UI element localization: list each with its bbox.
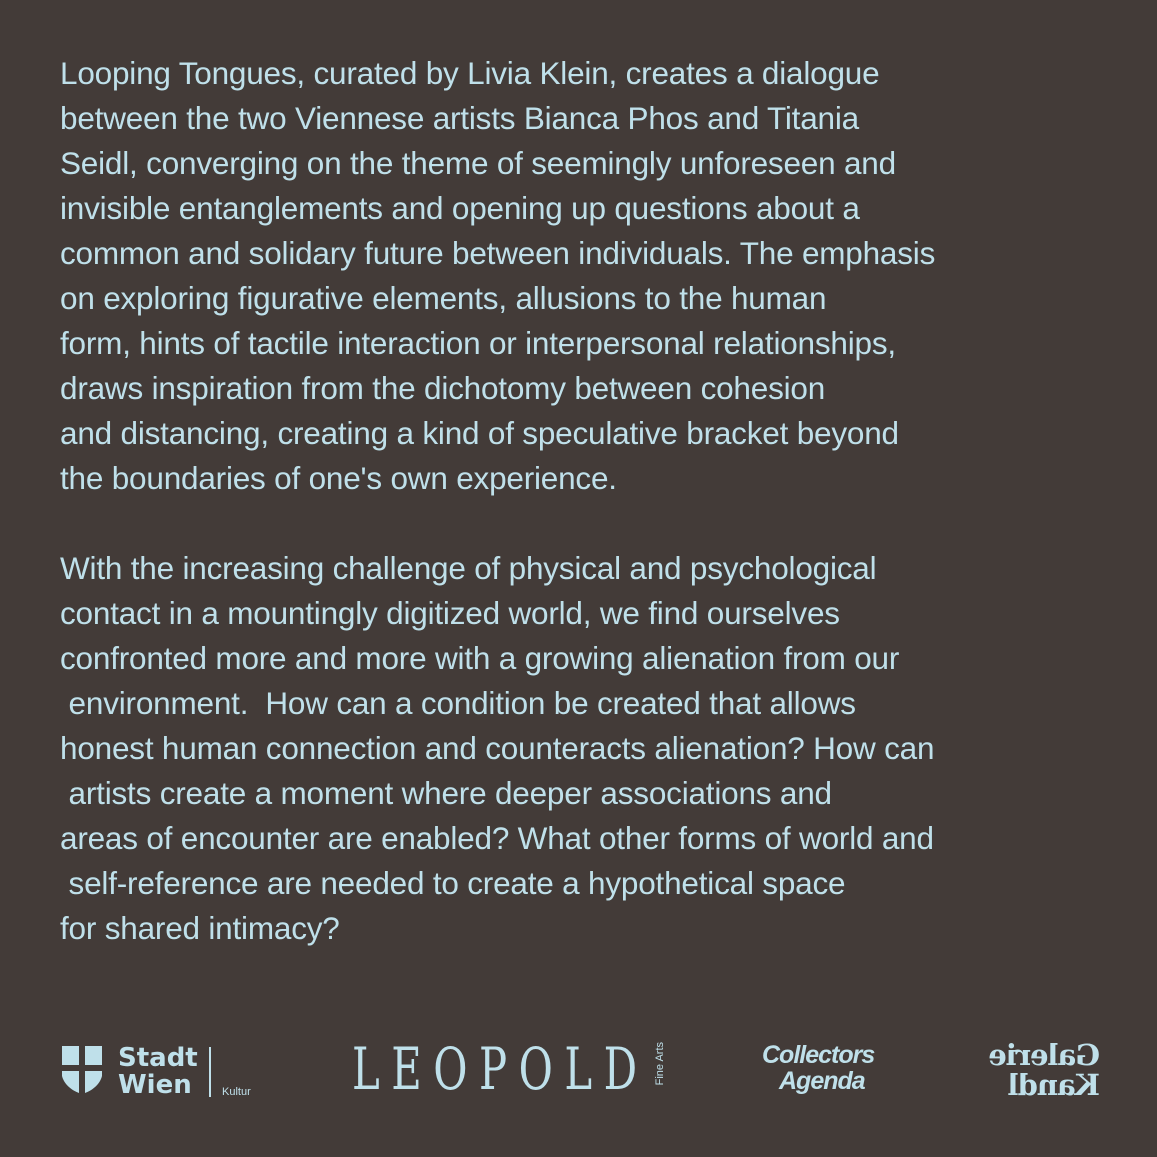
kandl-word-mirrored: Kandl — [1008, 1068, 1100, 1102]
stadt-wien-word-stadt: Stadt — [118, 1043, 198, 1073]
galerie-word-mirrored: Galerie — [989, 1038, 1100, 1072]
paragraph-intro — [60, 51, 1120, 501]
stadt-wien-logo — [60, 1044, 270, 1104]
vienna-shield-icon — [60, 1044, 104, 1096]
text-line: and distancing, creating a kind of speculative bracket beyond — [60, 415, 899, 451]
leopold-name: LEOPOLD — [352, 1035, 649, 1103]
sponsor-logos — [0, 1030, 1157, 1120]
text-line: With the increasing challenge of physical and psychological — [60, 550, 877, 586]
text-line: honest human connection and counteracts alienation? How can — [60, 730, 935, 766]
stadt-wien-word-wien: Wien — [118, 1070, 192, 1100]
text-line: artists create a moment where deeper associations and — [60, 775, 832, 811]
text-line: areas of encounter are enabled? What other forms of world and — [60, 820, 934, 856]
text-line: on exploring figurative elements, allusions to the human — [60, 280, 827, 316]
text-line: invisible entanglements and opening up questions about a — [60, 190, 860, 226]
collectors-word: Collectors — [762, 1041, 875, 1069]
text-line: environment. How can a condition be created that allows — [60, 685, 856, 721]
text-line: form, hints of tactile interaction or interpersonal relationships, — [60, 325, 896, 361]
text-line: contact in a mountingly digitized world, we find ourselves — [60, 595, 840, 631]
agenda-word: Agenda — [779, 1067, 865, 1095]
text-line: common and solidary future between individuals. The emphasis — [60, 235, 936, 271]
paragraph-gap — [60, 501, 1120, 546]
text-line: the boundaries of one's own experience. — [60, 460, 617, 496]
collectors-agenda-logo — [762, 1042, 902, 1094]
leopold-fine-arts-label: Fine Arts — [654, 1042, 666, 1086]
text-line: draws inspiration from the dichotomy between cohesion — [60, 370, 826, 406]
stadt-wien-kultur: Kultur — [222, 1086, 251, 1098]
text-line: for shared intimacy? — [60, 910, 340, 946]
text-line: self-reference are needed to create a hypothetical space — [60, 865, 846, 901]
text-line: Looping Tongues, curated by Livia Klein, creates a dialogue — [60, 55, 880, 91]
paragraph-questions — [60, 546, 1120, 951]
text-line: between the two Viennese artists Bianca Phos and Titania — [60, 100, 859, 136]
galerie-kandl-logo — [990, 1040, 1100, 1100]
text-line: Seidl, converging on the theme of seemingly unforeseen and — [60, 145, 896, 181]
exhibition-text — [60, 51, 1120, 951]
stadt-wien-divider — [209, 1047, 211, 1097]
text-line: confronted more and more with a growing alienation from our — [60, 640, 900, 676]
